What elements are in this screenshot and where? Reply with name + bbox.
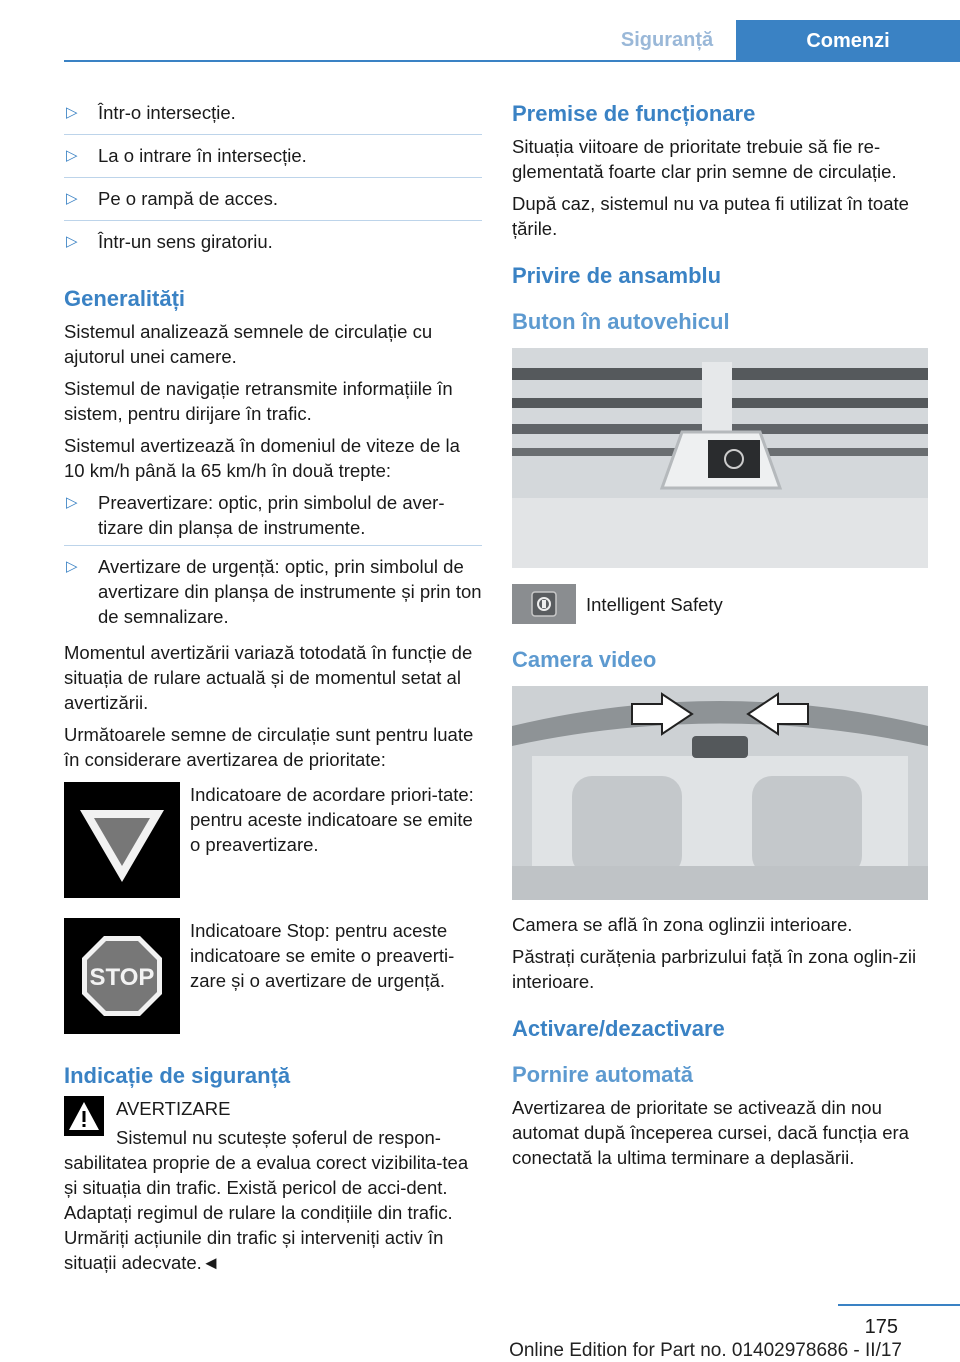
list-item: ▷ La o intrare în intersecție. xyxy=(64,143,482,178)
heading-privire: Privire de ansamblu xyxy=(512,263,722,288)
yield-sign-text: Indicatoare de acordare priori-tate: pentru aceste indicatoare se emite o preavertizare. xyxy=(190,784,474,855)
bullet-triangle-icon: ▷ xyxy=(66,147,78,164)
warning-text: Sistemul nu scutește șoferul de respon-sabilitatea proprie de a evalua corect vizibilita-tea și situația din trafic. Există pericol de acci-dent. Adaptați regimul de rulare la condițiile din trafic. Urmăriți acțiunile din trafic și interveniți activ în situații adecvate.◄ xyxy=(64,1127,469,1273)
warning-block xyxy=(64,1096,482,1121)
left-column xyxy=(64,100,482,1282)
page-number: 175 xyxy=(864,1316,898,1338)
camera-photo xyxy=(512,686,928,900)
list-item: ▷ Preavertizare: optic, prin simbolul de aver-tizare din planșa de instrumente. xyxy=(64,490,482,546)
stop-sign-text: Indicatoare Stop: pentru aceste indicatoare se emite o preaverti-zare și o avertizare de urgență. xyxy=(190,920,455,991)
intelligent-safety-button-icon xyxy=(512,584,576,624)
warning-levels-list xyxy=(64,490,482,634)
paragraph: Următoarele semne de circulație sunt pentru luate în considerare avertizarea de prioritate: xyxy=(64,724,474,770)
intelligent-safety-row xyxy=(512,584,932,624)
subheading-buton: Buton în autovehicul xyxy=(512,309,730,334)
paragraph: Camera se află în zona oglinzii interioare. xyxy=(512,914,853,935)
intelligent-safety-label: Intelligent Safety xyxy=(586,593,723,615)
stop-sign-row xyxy=(64,918,482,1034)
intersection-list xyxy=(64,100,482,263)
list-item: ▷ Pe o rampă de acces. xyxy=(64,186,482,221)
list-item: ▷ Avertizare de urgență: optic, prin simbolul de avertizare din planșa de instrumente și prin ton de semnalizare. xyxy=(66,556,482,627)
heading-safety: Indicație de siguranță xyxy=(64,1063,291,1088)
dashboard-button-photo xyxy=(512,348,928,568)
header-tab-comenzi[interactable]: Comenzi xyxy=(736,20,960,62)
subheading-pornire: Pornire automată xyxy=(512,1062,693,1087)
list-item: ▷ Într-un sens giratoriu. xyxy=(66,231,273,252)
stop-sign-label: STOP xyxy=(89,964,155,991)
paragraph: După caz, sistemul nu va putea fi utilizat în toate țările. xyxy=(512,193,909,239)
footer-rule xyxy=(838,1304,960,1306)
paragraph: Situația viitoare de prioritate trebuie să fie re-glementată foarte clar prin semne de circulație. xyxy=(512,136,897,182)
paragraph: Sistemul analizează semnele de circulație cu ajutorul unei camere. xyxy=(64,321,433,367)
warning-triangle-icon xyxy=(64,1096,104,1136)
bullet-triangle-icon: ▷ xyxy=(66,233,78,250)
yield-sign-image xyxy=(64,782,180,898)
edition-note: Online Edition for Part no. 01402978686 - II/17 xyxy=(509,1340,902,1361)
paragraph: Sistemul avertizează în domeniul de viteze de la 10 km/h până la 65 km/h în două trepte: xyxy=(64,435,460,481)
bullet-triangle-icon: ▷ xyxy=(66,190,78,207)
header-tab-siguranta[interactable]: Siguranță xyxy=(620,28,714,51)
right-column xyxy=(512,100,932,1177)
yield-sign-row xyxy=(64,782,482,898)
heading-camera: Camera video xyxy=(512,647,657,672)
paragraph: Sistemul de navigație retransmite informațiile în sistem, pentru dirijare în trafic. xyxy=(64,378,453,424)
heading-premise: Premise de funcționare xyxy=(512,101,756,126)
warning-title: AVERTIZARE xyxy=(116,1098,231,1119)
paragraph: Păstrați curățenia parbrizului față în zona oglin-zii interioare. xyxy=(512,946,917,992)
header-rule xyxy=(64,60,960,62)
bullet-triangle-icon: ▷ xyxy=(66,558,78,575)
paragraph: Momentul avertizării variază totodată în funcție de situația de rulare actuală și de momentul setat al avertizării. xyxy=(64,642,473,713)
heading-generalitati: Generalități xyxy=(64,286,186,311)
paragraph: Avertizarea de prioritate se activează din nou automat după începerea cursei, dacă funcția era conectată la ultima terminare a deplasării. xyxy=(512,1097,909,1168)
bullet-triangle-icon: ▷ xyxy=(66,494,78,511)
heading-activare: Activare/dezactivare xyxy=(512,1016,725,1041)
bullet-triangle-icon: ▷ xyxy=(66,104,78,121)
stop-sign-image xyxy=(64,918,180,1034)
list-item: ▷ Într-o intersecție. xyxy=(64,100,482,135)
